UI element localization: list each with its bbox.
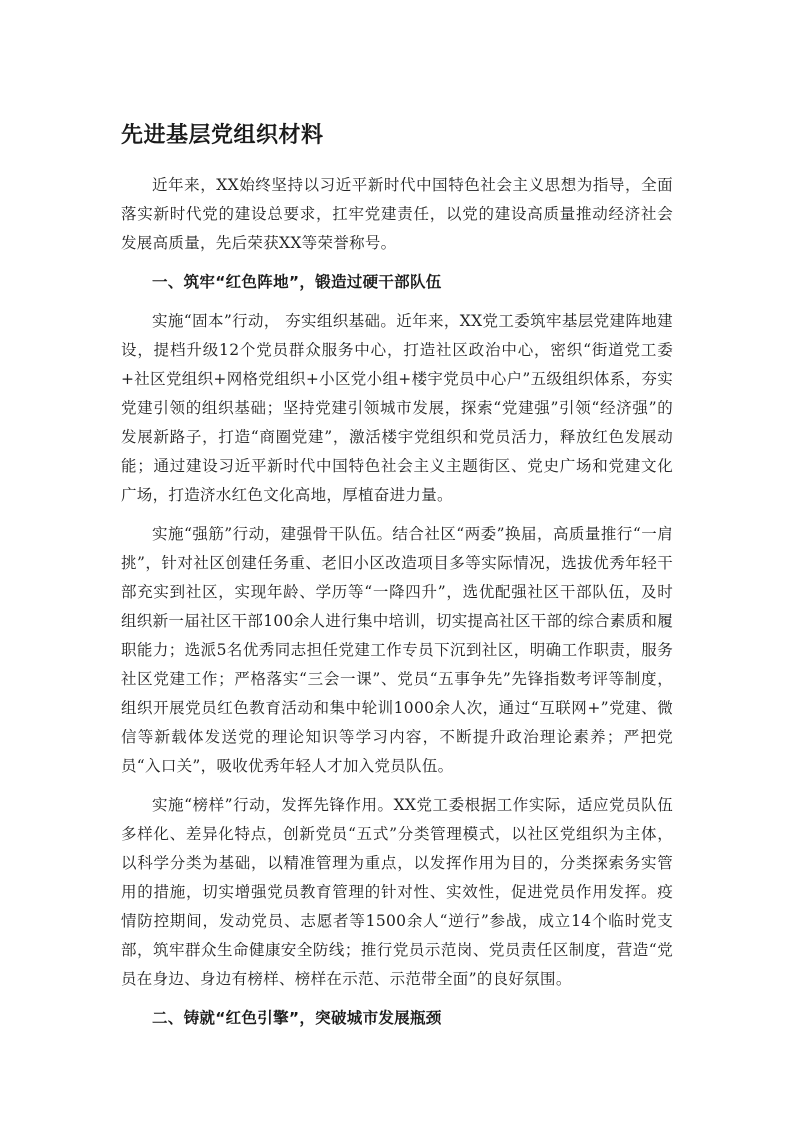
section-1-paragraph-1: 实施“固本”行动， 夯实组织基础。近年来，XX党工委筑牢基层党建阵地建设，提档升级12个党员群众服务中心，打造社区政治中心，密织“街道党工委+社区党组织+网格党组织+小区党小组+楼宇党员中心户”五级组织体系，夯实党建引领的组织基础；坚持党建引领城市发展，探索“党建强”引领“经济强”的发展新路子，打造“商圈党建”，激活楼宇党组织和党员活力，释放红色发展动能；通过建设习近平新时代中国特色社会主义主题街区、党史广场和党建文化广场，打造济水红色文化高地，厚植奋进力量。 bbox=[121, 312, 673, 504]
document-title: 先进基层党组织材料 bbox=[121, 123, 324, 148]
section-1-paragraph-3: 实施“榜样”行动，发挥先锋作用。XX党工委根据工作实际，适应党员队伍多样化、差异化特点，创新党员“五式”分类管理模式，以社区党组织为主体，以科学分类为基础，以精准管理为重点，以发挥作用为目的，分类探索务实管用的措施，切实增强党员教育管理的针对性、实效性，促进党员作用发挥。疫情防控期间，发动党员、志愿者等1500余人“逆行”参战，成立14个临时党支部，筑牢群众生命健康安全防线；推行党员示范岗、党员责任区制度，营造“党员在身边、身边有榜样、榜样在示范、示范带全面”的良好氛围。 bbox=[121, 796, 673, 988]
section-1-heading: 一、筑牢“红色阵地”，锻造过硬干部队伍 bbox=[152, 273, 442, 291]
section-2-heading: 二、铸就“红色引擎”，突破城市发展瓶颈 bbox=[152, 1009, 442, 1027]
section-1-paragraph-2: 实施“强筋”行动，建强骨干队伍。结合社区“两委”换届，高质量推行“一肩挑”，针对社区创建任务重、老旧小区改造项目多等实际情况，选拔优秀年轻干部充实到社区，实现年龄、学历等“一降四升”，选优配强社区干部队伍，及时组织新一届社区干部100余人进行集中培训，切实提高社区干部的综合素质和履职能力；选派5名优秀同志担任党建工作专员下沉到社区，明确工作职责，服务社区党建工作；严格落实“三会一课”、党员“五事争先”先锋指数考评等制度，组织开展党员红色教育活动和集中轮训1000余人次，通过“互联网+”党建、微信等新载体发送党的理论知识等学习内容，不断提升政治理论素养；严把党员“入口关”，吸收优秀年轻人才加入党员队伍。 bbox=[121, 525, 673, 775]
document-body bbox=[121, 121, 673, 1043]
intro-paragraph: 近年来，XX始终坚持以习近平新时代中国特色社会主义思想为指导，全面落实新时代党的建设总要求，扛牢党建责任，以党的建设高质量推动经济社会发展高质量，先后荣获XX等荣誉称号。 bbox=[121, 176, 673, 252]
